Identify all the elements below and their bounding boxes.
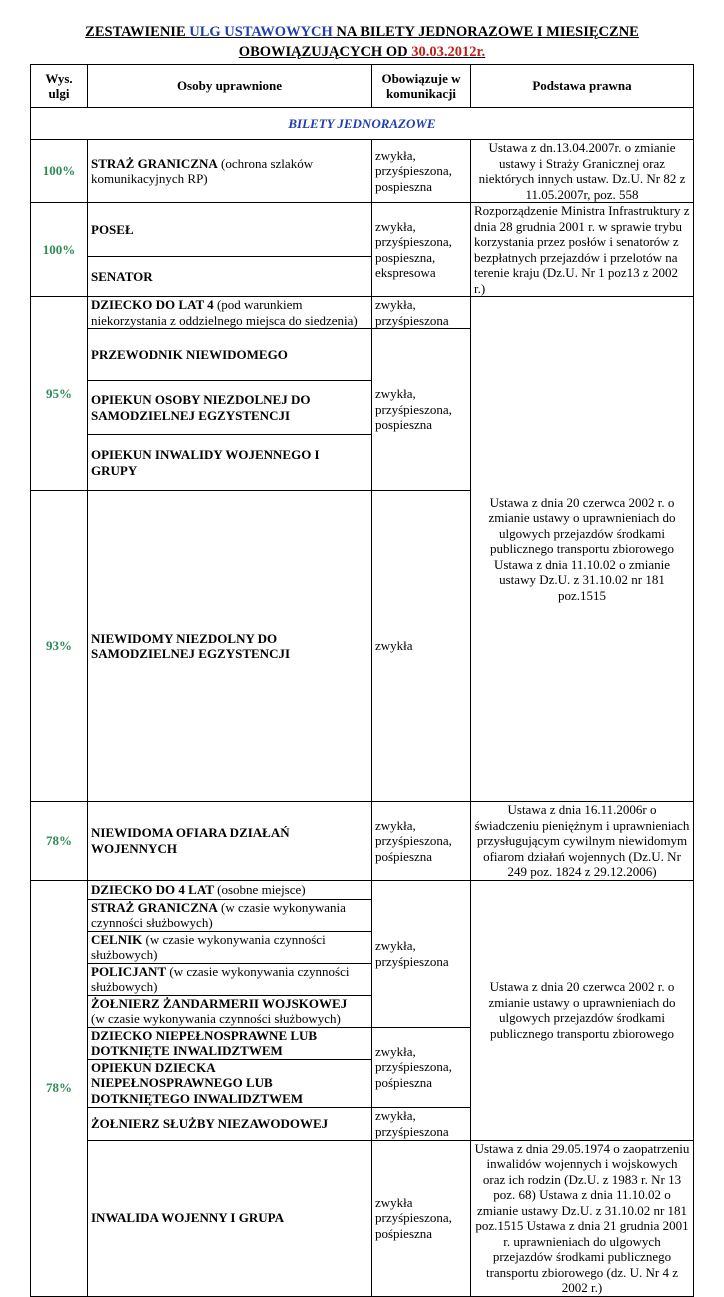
person-name: DZIECKO DO 4 LAT <box>91 881 214 897</box>
person-cell <box>88 140 372 203</box>
person-note: (w czasie wykonywania czynności służbowych) <box>91 899 346 930</box>
table-row <box>31 1140 694 1296</box>
person-name: CELNIK <box>91 931 143 947</box>
person-note: (w czasie wykonywania czynności służbowych) <box>91 931 326 962</box>
relief-percent: 93% <box>31 491 88 802</box>
header-relief: Wys. ulgi <box>31 65 88 108</box>
transport-cell: zwykła, przyśpieszona, pospieszna <box>372 329 471 491</box>
title-line-2 <box>0 44 724 61</box>
title-date: 30.03.2012r. <box>411 44 486 60</box>
table-row <box>31 802 694 881</box>
person-cell <box>88 880 372 899</box>
person-name: NIEWIDOMY NIEZDOLNY DO SAMODZIELNEJ EGZYSTENCJI <box>88 491 372 802</box>
transport-cell: zwykła, przyśpieszona <box>372 1107 471 1140</box>
person-cell <box>88 899 372 931</box>
relief-percent: 78% <box>31 880 88 1296</box>
person-note: (w czasie wykonywania czynności służbowych) <box>91 1011 341 1026</box>
transport-cell: zwykła, przyśpieszona, pośpieszna <box>372 1027 471 1107</box>
transport-cell: zwykła, przyśpieszona <box>372 297 471 329</box>
title-text: OBOWIĄZUJĄCYCH OD <box>238 44 412 60</box>
legal-basis: Ustawa z dnia 29.05.1974 o zaopatrzeniu inwalidów wojennych i wojskowych oraz ich rodzin (Dz.U. z 1983 r. Nr 13 poz. 68) Ustawa z dnia 11.10.02 o zmianie ustawy Dz.U. z 31.10.02 nr 181 poz.1515 Ustawa z dnia 21 grudnia 2001 r. uprawnieniach do ulgowych przejazdów środkami publicznego transportu zbiorowego (dz. U. Nr 4 z 2002 r.) <box>471 1140 694 1296</box>
person-name: NIEWIDOMA OFIARA DZIAŁAŃ WOJENNYCH <box>88 802 372 881</box>
title-line-1 <box>0 24 724 41</box>
transport-cell: zwykła <box>372 491 471 802</box>
person-cell <box>88 297 372 329</box>
section-row <box>31 108 694 140</box>
legal-basis: Ustawa z dnia 16.11.2006r o świadczeniu pieniężnym i uprawnieniach przysługującym cywilnym niewidomym ofiarom działań wojennych (Dz.U. Nr 249 poz. 1824 z 29.12.2006) <box>471 802 694 881</box>
transport-cell: zwykła, przyśpieszona, pośpieszna <box>372 802 471 881</box>
title-text: NA BILETY JEDNORAZOWE I MIESIĘCZNE <box>332 24 639 40</box>
person-name: STRAŻ GRANICZNA <box>91 899 218 915</box>
person-name: DZIECKO DO LAT 4 <box>91 297 214 312</box>
transport-cell: zwykła, przyśpieszona, pospieszna, ekspresowa <box>372 203 471 297</box>
person-name: ŻOŁNIERZ ŻANDARMERII WOJSKOWEJ <box>91 995 348 1011</box>
legal-basis: Ustawa z dn.13.04.2007r. o zmianie ustawy i Straży Granicznej oraz niektórych innych ustaw. Dz.U. Nr 82 z 11.05.2007r, poz. 558 <box>471 140 694 203</box>
person-cell <box>88 931 372 963</box>
person-note: (pod warunkiem niekorzystania z oddzielnego miejsca do siedzenia) <box>91 297 358 328</box>
header-persons: Osoby uprawnione <box>88 65 372 108</box>
header-transport: Obowiązuje w komunikacji <box>372 65 471 108</box>
section-title: BILETY JEDNORAZOWE <box>31 108 694 140</box>
person-cell <box>88 963 372 995</box>
transport-cell: zwykła, przyśpieszona, pospieszna <box>372 140 471 203</box>
person-name: SENATOR <box>88 256 372 296</box>
legal-basis: Ustawa z dnia 20 czerwca 2002 r. o zmianie ustawy o uprawnieniach do ulgowych przejazdów środkami publicznego transportu zbiorowego Ustawa z dnia 11.10.02 o zmianie ustawy Dz.U. z 31.10.02 nr 181 poz.1515 <box>471 297 694 802</box>
transport-cell: zwykła, przyśpieszona <box>372 880 471 1027</box>
table-row <box>31 203 694 257</box>
person-name: STRAŻ GRANICZNA <box>91 155 218 171</box>
relief-percent: 78% <box>31 802 88 881</box>
header-legal: Podstawa prawna <box>471 65 694 108</box>
person-name: OPIEKUN INWALIDY WOJENNEGO I GRUPY <box>88 435 372 491</box>
person-name: DZIECKO NIEPEŁNOSPRAWNE LUB DOTKNIĘTE INWALIDZTWEM <box>88 1027 372 1059</box>
person-name: ŻOŁNIERZ SŁUŻBY NIEZAWODOWEJ <box>88 1107 372 1140</box>
person-name: POLICJANT <box>91 963 167 979</box>
person-name: OPIEKUN DZIECKA NIEPEŁNOSPRAWNEGO LUB DOTKNIĘTEGO INWALIDZTWEM <box>88 1059 372 1107</box>
title-highlight: ULG USTAWOWYCH <box>189 24 333 40</box>
person-note: (w czasie wykonywania czynności służbowych) <box>91 963 350 994</box>
person-note: (ochrona szlaków komunikacyjnych RP) <box>91 155 314 186</box>
person-name: PRZEWODNIK NIEWIDOMEGO <box>88 329 372 381</box>
table-row <box>31 297 694 329</box>
legal-basis: Rozporządzenie Ministra Infrastruktury z dnia 28 grudnia 2001 r. w sprawie trybu korzystania przez posłów i senatorów z bezpłatnych przejazdów i przelotów na terenie kraju (Dz.U. Nr 1 poz13 z 2002 r.) <box>471 203 694 297</box>
person-name: POSEŁ <box>88 203 372 257</box>
legal-basis: Ustawa z dnia 20 czerwca 2002 r. o zmianie ustawy o uprawnieniach do ulgowych przejazdów środkami publicznego transportu zbiorowego <box>471 880 694 1140</box>
person-note: (osobne miejsce) <box>213 881 306 897</box>
header-row <box>31 65 694 108</box>
person-name: OPIEKUN OSOBY NIEZDOLNEJ DO SAMODZIELNEJ EGZYSTENCJI <box>88 381 372 435</box>
person-cell <box>88 995 372 1027</box>
transport-cell: zwykła przyśpieszona, pośpieszna <box>372 1140 471 1296</box>
person-name: INWALIDA WOJENNY I GRUPA <box>88 1140 372 1296</box>
table-row <box>31 140 694 203</box>
title-text: ZESTAWIENIE <box>85 24 190 40</box>
relief-percent: 100% <box>31 140 88 203</box>
relief-percent: 95% <box>31 297 88 491</box>
table-row <box>31 880 694 899</box>
relief-percent: 100% <box>31 203 88 297</box>
relief-table <box>30 64 694 1297</box>
